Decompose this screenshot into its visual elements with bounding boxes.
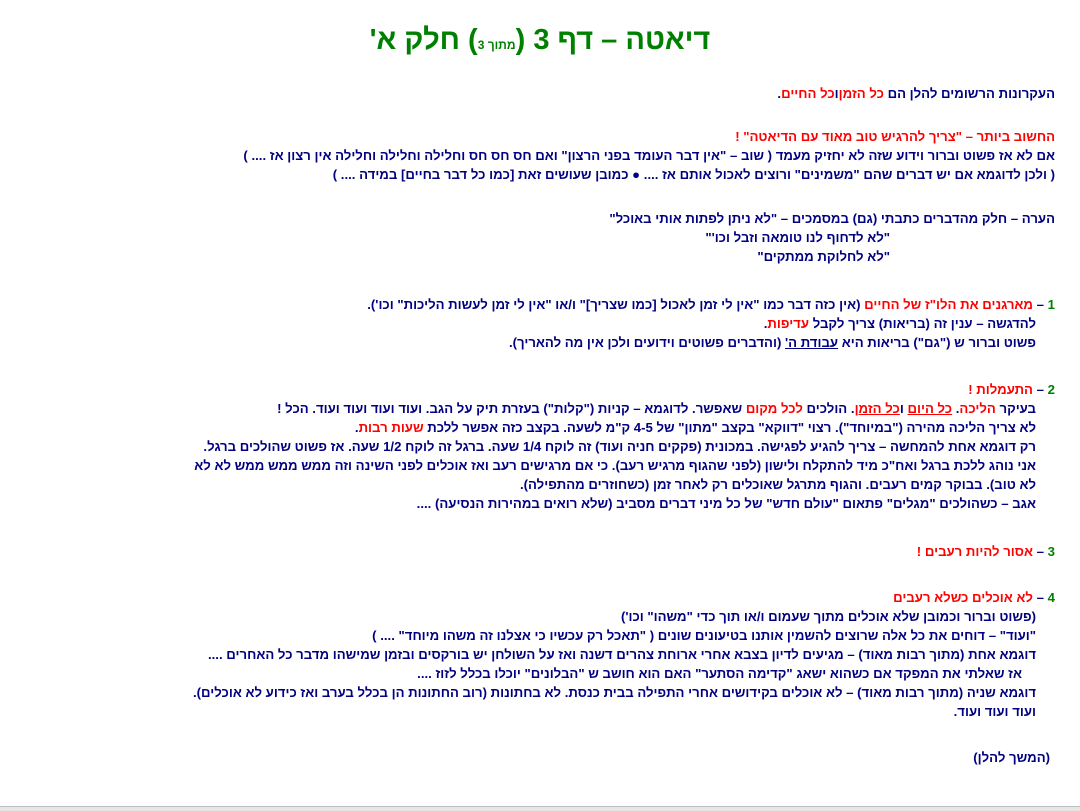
item-2-walk-to: . הולכים bbox=[806, 401, 855, 416]
item-1-avodat-hashem: עבודת ה' bbox=[785, 335, 839, 350]
item-2-heading: התעמלות ! bbox=[968, 382, 1033, 397]
title-paren-close: ) bbox=[468, 24, 478, 56]
item-4-line-5: דוגמא שניה (מתוך רבות מאוד) – לא אוכלים בקידושים אחרי התפילה בבית כנסת. לא בחתונות (רוב החתונות הן בכלל בערב ואז כידוע לא אוכלים). bbox=[193, 685, 1036, 700]
item-2-line-3: רק דוגמא אחת להמחשה – צריך להגיע לפגישה. במכונית (פקקים חניה ועוד) זה לוקח 1/4 שעה. ברגל זה לוקח 1/2 שעה. אז פשוט שהולכים ברגל. bbox=[203, 439, 1036, 454]
item-1-line-2 bbox=[764, 314, 1036, 333]
bottom-divider bbox=[0, 806, 1080, 811]
item-2-line-6: אגב – כשהולכים "מגלים" פתאום "עולם חדש" של כל מיני דברים מסביב (שלא רואים במהירות הנסיעה) .... bbox=[416, 496, 1036, 511]
title-part: חלק א' bbox=[369, 24, 460, 56]
title-main: דיאטה – דף 3 bbox=[533, 24, 711, 56]
item-4-number: 4 bbox=[1047, 590, 1055, 605]
item-2-all-time: כל הזמן bbox=[854, 401, 900, 416]
item-3-dash: – bbox=[1032, 544, 1048, 559]
title-paren-open: ( bbox=[515, 24, 526, 56]
item-2-pace-text: לא צריך הליכה מהירה ("במיוחד"). רצוי "דווקא" בקצב "מתון" של 4-5 ק"מ לשעה. בקצב כזה אפשר ללכת bbox=[427, 420, 1036, 435]
continuation-note: (המשך להלן) bbox=[973, 750, 1050, 765]
item-3-line bbox=[917, 542, 1055, 561]
item-1-priority: עדיפות bbox=[767, 316, 810, 331]
item-2-line-1-end: שאפשר. לדוגמא – קניות ("קלות") בעזרת תיק על הגב. ועוד ועוד ועוד ועוד. הכל ! bbox=[277, 401, 746, 416]
most-important-line bbox=[735, 127, 1055, 146]
item-1-health-text: פשוט וברור ש ("גם") בריאות היא bbox=[841, 335, 1036, 350]
item-3-number: 3 bbox=[1047, 544, 1055, 559]
item-2-number: 2 bbox=[1047, 382, 1055, 397]
item-1-line-1 bbox=[367, 295, 1055, 314]
item-2-walking: הליכה bbox=[959, 401, 996, 416]
item-2-period: . bbox=[952, 401, 960, 416]
item-1-period: . bbox=[763, 316, 768, 331]
item-2-all-day: כל היום bbox=[907, 401, 953, 416]
item-1-heading: מארגנים את הלו"ז של החיים bbox=[864, 297, 1033, 312]
note-line-1: הערה – חלק מהדברים כתבתי (גם) במסמכים – "לא ניתן לפתות אותי באוכל" bbox=[609, 211, 1055, 226]
item-1-health-end: (והדברים פשוטים וידועים ולכן אין מה להאריך). bbox=[508, 335, 786, 350]
page-title bbox=[0, 22, 1080, 63]
item-2-line-2 bbox=[355, 418, 1036, 437]
intro-highlight-all-time: כל הזמן bbox=[838, 86, 884, 101]
item-2-dash: – bbox=[1032, 382, 1048, 397]
item-4-line-6: ועוד ועוד ועוד. bbox=[953, 704, 1036, 719]
item-3-text: אסור להיות רעבים ! bbox=[916, 544, 1033, 559]
note-line-3: "לא לחלוקת ממתקים" bbox=[757, 249, 890, 264]
item-4-heading-line bbox=[893, 588, 1055, 607]
most-important-text: החשוב ביותר – "צריך להרגיש bbox=[881, 129, 1055, 144]
item-1-dash: – bbox=[1032, 297, 1048, 312]
item-2-line-4: אני נוהג ללכת ברגל ואח"כ מיד להתקלח ולישון (לפני שהגוף מרגיש רעב). כי אם מרגישים רעב ואז אוכלים לפני השינה וזה ממש ממש ממש לא לא bbox=[194, 458, 1036, 473]
item-2-mainly: בעיקר bbox=[999, 401, 1036, 416]
item-2-heading-line bbox=[968, 380, 1055, 399]
item-4-line-3: דוגמא אחת (מתוך רבות מאוד) – מגיעים לדיון בצבא אחרי ארוחת צהרים דשנה ואז על השולחן יש בורקסים ובזמן שמישהו מדבר כל האחרים .... bbox=[207, 647, 1036, 662]
item-2-line-5: לא טוב). בבוקר קמים רעבים. והגוף מתרגל שאוכלים רק לאחר זמן (כשחוזרים מהתפילה). bbox=[519, 477, 1036, 492]
item-2-and: ו bbox=[899, 401, 908, 416]
intro-line bbox=[777, 84, 1055, 103]
important-line-3: ( ולכן לדוגמא אם יש דברים שהם "משמינים" ורוצים לאכול אותם אז .... ● כמובן שעושים זאת [כמו כל דבר בחיים] במידה .... ) bbox=[332, 167, 1055, 182]
item-2-everywhere: לכל מקום bbox=[745, 401, 803, 416]
item-4-dash: – bbox=[1032, 590, 1048, 605]
intro-text: העקרונות הרשומים להלן הם bbox=[887, 86, 1055, 101]
item-4-line-1: (פשוט וברור וכמובן שלא אוכלים מתוך שעמום ו/או תוך כדי "משהו" וכו') bbox=[620, 609, 1036, 624]
note-line-2: "לא לדחוף לנו טומאה וזבל וכו'" bbox=[705, 230, 890, 245]
most-important-feel-good: טוב מאוד bbox=[822, 129, 878, 144]
intro-period: . bbox=[777, 86, 782, 101]
item-4-line-2: "ועוד" – דוחים את כל אלה שרוצים להשמין אותנו בטיעונים שונים ( "תאכל רק עכשיו כי אצלנו זה משהו מיוחד" .... ) bbox=[372, 628, 1036, 643]
most-important-end: עם הדיאטה" ! bbox=[735, 129, 819, 144]
item-1-line-3 bbox=[509, 333, 1036, 352]
item-1-emphasis-text: להדגשה – ענין זה (בריאות) צריך לקבל bbox=[812, 316, 1036, 331]
title-page-count: מתוך 3 bbox=[477, 38, 516, 52]
item-1-number: 1 bbox=[1047, 297, 1055, 312]
intro-and: ו bbox=[834, 86, 839, 101]
intro-highlight-whole-life: כל החיים bbox=[781, 86, 835, 101]
item-4-line-4: אז שאלתי את המפקד אם כשהוא ישאג "קדימה הסתער" האם הוא חושב ש "הבלונים" יוכלו בכלל לזוז .... bbox=[417, 666, 1022, 681]
item-2-line-2-period: . bbox=[354, 420, 359, 435]
important-line-2: אם לא אז פשוט וברור וידוע שזה לא יחזיק מעמד ( שוב – "אין דבר העומד בפני הרצון" ואם חס חס חס וחלילה וחלילה וחלילה אין רצון אז .... ) bbox=[243, 148, 1055, 163]
item-2-many-hours: שעות רבות bbox=[358, 420, 424, 435]
item-2-line-1 bbox=[277, 399, 1036, 418]
item-1-text: (אין כזה דבר כמו "אין לי זמן לאכול [כמו שצריך]" ו/או "אין לי זמן לעשות הליכות" וכו'). bbox=[367, 297, 865, 312]
item-4-heading: לא אוכלים כשלא רעבים bbox=[893, 590, 1033, 605]
